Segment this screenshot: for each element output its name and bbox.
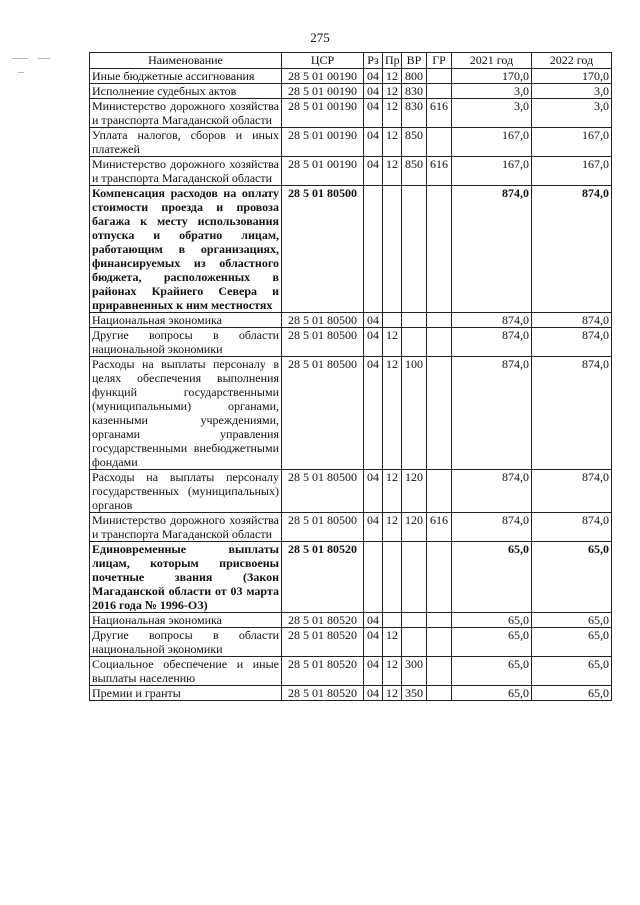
- table-row: [90, 613, 612, 628]
- cell-vr: 830: [402, 99, 427, 128]
- column-header: 2022 год: [532, 53, 612, 69]
- cell-pr: 12: [383, 470, 402, 513]
- cell-2022: 874,0: [532, 357, 612, 470]
- cell-2021: 65,0: [452, 628, 532, 657]
- cell-rz: 04: [364, 470, 383, 513]
- table-row: [90, 128, 612, 157]
- cell-2021: 3,0: [452, 99, 532, 128]
- cell-gr: [427, 313, 452, 328]
- cell-csr: 28 5 01 80500: [282, 328, 364, 357]
- cell-vr: 850: [402, 157, 427, 186]
- cell-vr: 100: [402, 357, 427, 470]
- cell-2022: 874,0: [532, 186, 612, 313]
- cell-pr: [383, 186, 402, 313]
- cell-rz: 04: [364, 157, 383, 186]
- table-row: [90, 470, 612, 513]
- cell-name: Компенсация расходов на оплату стоимости проезда и провоза багажа к месту использования отпуска и обратно лицам, работающим в организациях, финансируемых из областного бюджета, расположенных в районах Крайнего Севера и приравненных к ним местностях: [90, 186, 282, 313]
- cell-vr: [402, 613, 427, 628]
- cell-2022: 65,0: [532, 542, 612, 613]
- cell-name: Расходы на выплаты персоналу государственных (муниципальных) органов: [90, 470, 282, 513]
- cell-vr: [402, 542, 427, 613]
- cell-rz: 04: [364, 69, 383, 84]
- cell-name: Министерство дорожного хозяйства и транспорта Магаданской области: [90, 99, 282, 128]
- cell-pr: 12: [383, 328, 402, 357]
- cell-pr: 12: [383, 69, 402, 84]
- table-row: [90, 186, 612, 313]
- cell-vr: [402, 328, 427, 357]
- cell-gr: 616: [427, 157, 452, 186]
- cell-csr: 28 5 01 00190: [282, 69, 364, 84]
- cell-csr: 28 5 01 80520: [282, 542, 364, 613]
- cell-name: Исполнение судебных актов: [90, 84, 282, 99]
- cell-gr: [427, 657, 452, 686]
- cell-csr: 28 5 01 80500: [282, 357, 364, 470]
- cell-csr: 28 5 01 80500: [282, 513, 364, 542]
- table-body: [90, 69, 612, 701]
- cell-2022: 65,0: [532, 686, 612, 701]
- cell-csr: 28 5 01 00190: [282, 157, 364, 186]
- scan-mark: [12, 58, 28, 59]
- cell-rz: [364, 542, 383, 613]
- cell-rz: 04: [364, 128, 383, 157]
- cell-csr: 28 5 01 80500: [282, 470, 364, 513]
- cell-2021: 65,0: [452, 613, 532, 628]
- cell-pr: 12: [383, 657, 402, 686]
- scan-mark: [18, 72, 24, 73]
- cell-rz: 04: [364, 657, 383, 686]
- cell-gr: [427, 128, 452, 157]
- cell-pr: 12: [383, 84, 402, 99]
- cell-pr: 12: [383, 157, 402, 186]
- cell-pr: 12: [383, 128, 402, 157]
- cell-rz: 04: [364, 99, 383, 128]
- cell-name: Другие вопросы в области национальной экономики: [90, 328, 282, 357]
- cell-2022: 65,0: [532, 628, 612, 657]
- cell-csr: 28 5 01 00190: [282, 84, 364, 99]
- cell-2022: 874,0: [532, 513, 612, 542]
- cell-rz: 04: [364, 513, 383, 542]
- table-row: [90, 542, 612, 613]
- cell-2022: 874,0: [532, 470, 612, 513]
- cell-pr: [383, 542, 402, 613]
- cell-csr: 28 5 01 80500: [282, 186, 364, 313]
- cell-csr: 28 5 01 80520: [282, 686, 364, 701]
- cell-2022: 65,0: [532, 613, 612, 628]
- cell-2021: 65,0: [452, 657, 532, 686]
- cell-rz: 04: [364, 84, 383, 99]
- budget-table: [89, 52, 612, 701]
- cell-pr: 12: [383, 628, 402, 657]
- cell-2021: 65,0: [452, 686, 532, 701]
- cell-2021: 3,0: [452, 84, 532, 99]
- cell-2021: 874,0: [452, 313, 532, 328]
- cell-vr: 850: [402, 128, 427, 157]
- cell-2021: 874,0: [452, 186, 532, 313]
- table-header-row: [90, 53, 612, 69]
- cell-2022: 3,0: [532, 99, 612, 128]
- cell-gr: [427, 84, 452, 99]
- table-row: [90, 686, 612, 701]
- cell-pr: [383, 613, 402, 628]
- cell-csr: 28 5 01 80520: [282, 657, 364, 686]
- cell-rz: 04: [364, 313, 383, 328]
- cell-2021: 65,0: [452, 542, 532, 613]
- cell-vr: 120: [402, 470, 427, 513]
- cell-vr: 830: [402, 84, 427, 99]
- table-row: [90, 328, 612, 357]
- cell-gr: [427, 328, 452, 357]
- cell-2022: 3,0: [532, 84, 612, 99]
- table-row: [90, 157, 612, 186]
- cell-name: Министерство дорожного хозяйства и транспорта Магаданской области: [90, 157, 282, 186]
- cell-csr: 28 5 01 80520: [282, 628, 364, 657]
- cell-vr: 300: [402, 657, 427, 686]
- cell-2022: 167,0: [532, 157, 612, 186]
- cell-2021: 170,0: [452, 69, 532, 84]
- cell-name: Расходы на выплаты персоналу в целях обеспечения выполнения функций государственными (муниципальными) органами, казенными учреждениями, органами управления государственными внебюджетными фондами: [90, 357, 282, 470]
- table-row: [90, 357, 612, 470]
- cell-gr: [427, 628, 452, 657]
- cell-2021: 874,0: [452, 470, 532, 513]
- cell-pr: 12: [383, 99, 402, 128]
- cell-gr: [427, 186, 452, 313]
- column-header: ВР: [402, 53, 427, 69]
- cell-name: Единовременные выплаты лицам, которым присвоены почетные звания (Закон Магаданской области от 03 марта 2016 года № 1996-ОЗ): [90, 542, 282, 613]
- cell-name: Другие вопросы в области национальной экономики: [90, 628, 282, 657]
- cell-vr: [402, 628, 427, 657]
- cell-vr: [402, 313, 427, 328]
- cell-rz: [364, 186, 383, 313]
- column-header: Наименование: [90, 53, 282, 69]
- cell-gr: [427, 470, 452, 513]
- cell-name: Национальная экономика: [90, 313, 282, 328]
- cell-name: Иные бюджетные ассигнования: [90, 69, 282, 84]
- table-row: [90, 513, 612, 542]
- cell-rz: 04: [364, 613, 383, 628]
- cell-2021: 874,0: [452, 357, 532, 470]
- table-row: [90, 69, 612, 84]
- scan-mark: [38, 58, 50, 59]
- cell-rz: 04: [364, 628, 383, 657]
- cell-vr: 800: [402, 69, 427, 84]
- table-row: [90, 99, 612, 128]
- cell-2022: 170,0: [532, 69, 612, 84]
- cell-gr: [427, 613, 452, 628]
- column-header: ЦСР: [282, 53, 364, 69]
- column-header: Рз: [364, 53, 383, 69]
- cell-rz: 04: [364, 357, 383, 470]
- cell-pr: 12: [383, 513, 402, 542]
- column-header: 2021 год: [452, 53, 532, 69]
- cell-gr: [427, 69, 452, 84]
- cell-csr: 28 5 01 80500: [282, 313, 364, 328]
- cell-2021: 167,0: [452, 157, 532, 186]
- cell-2022: 167,0: [532, 128, 612, 157]
- table-row: [90, 657, 612, 686]
- cell-rz: 04: [364, 328, 383, 357]
- table-row: [90, 84, 612, 99]
- cell-vr: 350: [402, 686, 427, 701]
- cell-pr: 12: [383, 357, 402, 470]
- cell-vr: [402, 186, 427, 313]
- cell-name: Уплата налогов, сборов и иных платежей: [90, 128, 282, 157]
- cell-csr: 28 5 01 00190: [282, 128, 364, 157]
- cell-2022: 874,0: [532, 328, 612, 357]
- cell-2022: 65,0: [532, 657, 612, 686]
- cell-2022: 874,0: [532, 313, 612, 328]
- cell-pr: 12: [383, 686, 402, 701]
- cell-gr: [427, 542, 452, 613]
- cell-2021: 874,0: [452, 328, 532, 357]
- cell-2021: 167,0: [452, 128, 532, 157]
- cell-name: Премии и гранты: [90, 686, 282, 701]
- cell-gr: [427, 686, 452, 701]
- cell-name: Социальное обеспечение и иные выплаты населению: [90, 657, 282, 686]
- cell-gr: [427, 357, 452, 470]
- column-header: Пр: [383, 53, 402, 69]
- column-header: ГР: [427, 53, 452, 69]
- cell-csr: 28 5 01 80520: [282, 613, 364, 628]
- page-number: 275: [310, 30, 330, 45]
- table-row: [90, 628, 612, 657]
- cell-pr: [383, 313, 402, 328]
- cell-gr: 616: [427, 99, 452, 128]
- cell-name: Министерство дорожного хозяйства и транспорта Магаданской области: [90, 513, 282, 542]
- cell-vr: 120: [402, 513, 427, 542]
- cell-rz: 04: [364, 686, 383, 701]
- cell-name: Национальная экономика: [90, 613, 282, 628]
- table-row: [90, 313, 612, 328]
- cell-csr: 28 5 01 00190: [282, 99, 364, 128]
- cell-2021: 874,0: [452, 513, 532, 542]
- cell-gr: 616: [427, 513, 452, 542]
